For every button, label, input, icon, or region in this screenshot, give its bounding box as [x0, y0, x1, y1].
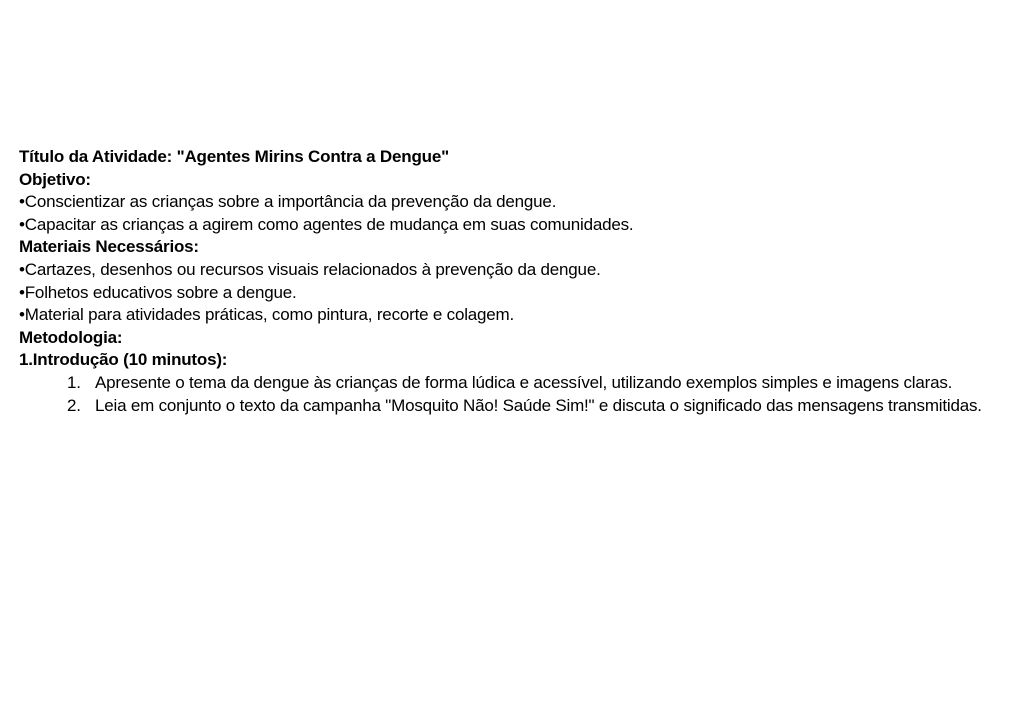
materials-item: •Material para atividades práticas, como pintura, recorte e colagem.: [19, 305, 515, 325]
step-number: 2.: [67, 395, 81, 415]
methodology-heading: Metodologia:: [19, 327, 123, 347]
introduction-heading: 1.Introdução (10 minutos):: [19, 350, 228, 370]
materials-item: •Cartazes, desenhos ou recursos visuais relacionados à prevenção da dengue.: [19, 259, 601, 279]
objective-heading: Objetivo:: [19, 169, 91, 189]
objective-item: •Conscientizar as crianças sobre a importância da prevenção da dengue.: [19, 192, 557, 212]
step-text: Apresente o tema da dengue às crianças de forma lúdica e acessível, utilizando exemplos simples e imagens claras.: [95, 372, 953, 392]
activity-title: Título da Atividade: "Agentes Mirins Contra a Dengue": [19, 147, 449, 166]
step-number: 1.: [67, 372, 81, 392]
objective-item: •Capacitar as crianças a agirem como agentes de mudança em suas comunidades.: [19, 214, 634, 234]
step-text: Leia em conjunto o texto da campanha "Mosquito Não! Saúde Sim!" e discuta o significado das mensagens transmitidas.: [95, 395, 982, 415]
materials-heading: Materiais Necessários:: [19, 237, 199, 257]
materials-item: •Folhetos educativos sobre a dengue.: [19, 282, 297, 302]
activity-plan: [19, 146, 1009, 417]
methodology-step: [19, 395, 1009, 418]
methodology-step: [19, 372, 1009, 395]
